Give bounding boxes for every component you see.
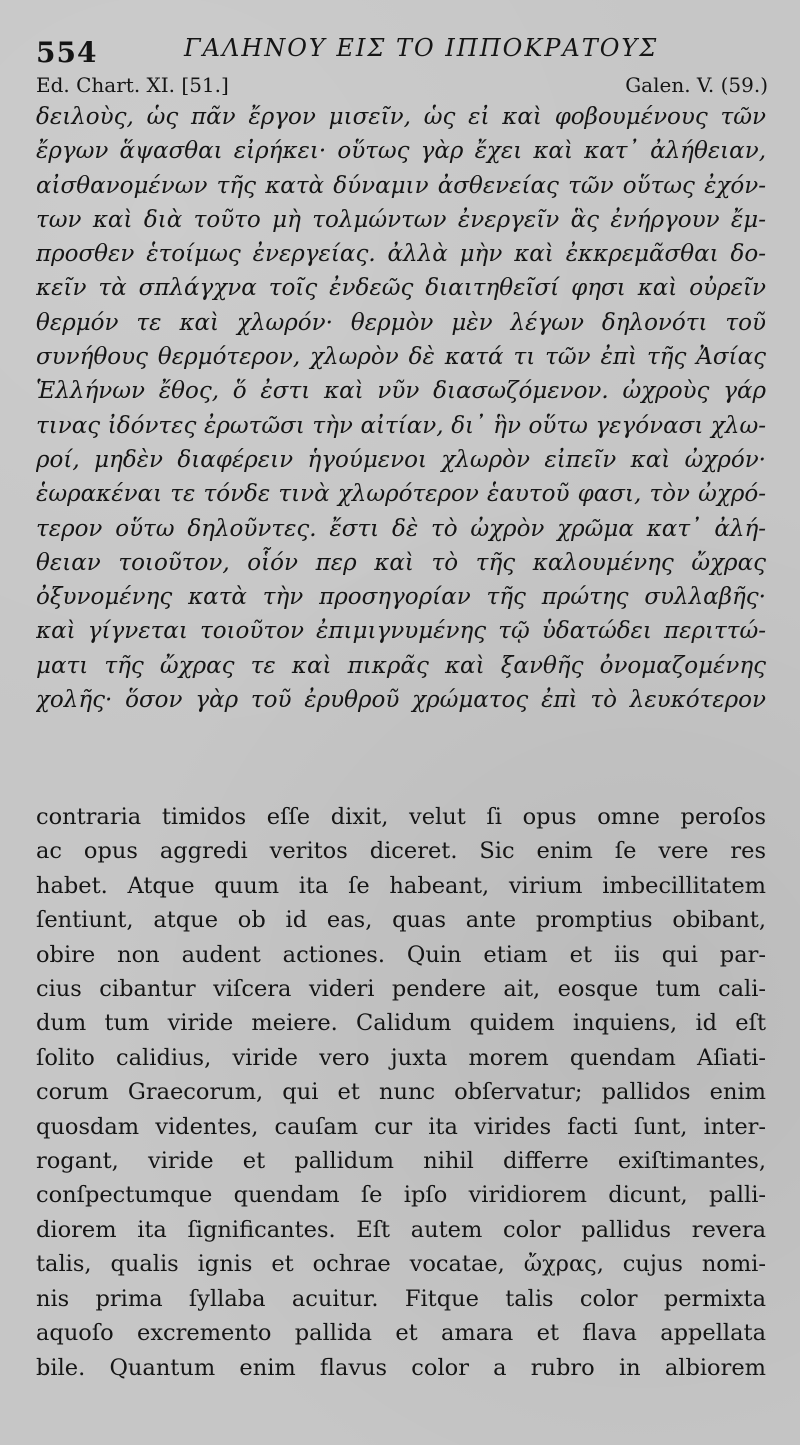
- latin-text-line: corum Graecorum, qui et nunc obſervatur; pallidos enim: [36, 1079, 766, 1106]
- page-header: [36, 28, 776, 68]
- latin-text-line: nis prima ſyllaba acuitur. Fitque talis color permixta: [36, 1285, 766, 1312]
- edition-reference: Ed. Chart. XI. [51.]: [36, 73, 229, 97]
- latin-text-line: rogant, viride et pallidum nihil differre exiſtimantes,: [36, 1148, 766, 1175]
- latin-text-block: [36, 800, 766, 1385]
- greek-text-line: ματι τῆς ὤχρας τε καὶ πικρᾶς καὶ ξανθῆς ὀνομαζομένης: [36, 652, 766, 679]
- latin-text-line: habet. Atque quum ita ſe habeant, virium imbecillitatem: [36, 872, 766, 899]
- greek-text-line: αἰσθανομένων τῆς κατὰ δύναμιν ἀσθενείας τῶν οὕτως ἐχόν-: [36, 172, 766, 199]
- greek-text-line: κεῖν τὰ σπλάγχνα τοῖς ἐνδεῶς διαιτηθεῖσί φησι καὶ οὐρεῖν: [36, 275, 766, 302]
- latin-text-line: ſentiunt, atque ob id eas, quas ante promptius obibant,: [36, 907, 766, 934]
- galen-reference: Galen. V. (59.): [625, 73, 768, 97]
- edition-references: [36, 73, 768, 101]
- greek-text-line: προσθεν ἑτοίμως ἐνεργείας. ἀλλὰ μὴν καὶ ἐκκρεμᾶσθαι δο-: [36, 241, 766, 268]
- page-number: 554: [36, 36, 98, 69]
- latin-text-line: ſolito calidius, viride vero juxta morem quendam Aſiati-: [36, 1044, 766, 1071]
- greek-text-line: δειλοὺς, ὡς πᾶν ἔργον μισεῖν, ὡς εἰ καὶ φοβουμένους τῶν: [36, 104, 766, 130]
- latin-text-line: ac opus aggredi veritos diceret. Sic enim ſe vere res: [36, 838, 766, 865]
- latin-text-line: quosdam videntes, cauſam cur ita virides facti ſunt, inter-: [36, 1113, 766, 1140]
- greek-text-line: συνήθους θερμότερον, χλωρὸν δὲ κατά τι τῶν ἐπὶ τῆς Ἀσίας: [36, 344, 766, 371]
- greek-text-line: χολῆς· ὅσον γὰρ τοῦ ἐρυθροῦ χρώματος ἐπὶ τὸ λευκότερον: [36, 687, 766, 714]
- greek-text-line: θειαν τοιοῦτον, οἷόν περ καὶ τὸ τῆς καλουμένης ὤχρας: [36, 549, 766, 576]
- greek-text-line: ροί, μηδὲν διαφέρειν ἡγούμενοι χλωρὸν εἰπεῖν καὶ ὠχρόν·: [36, 446, 766, 473]
- greek-text-line: των καὶ διὰ τοῦτο μὴ τολμώντων ἐνεργεῖν ἃς ἐνήργουν ἔμ-: [36, 206, 766, 233]
- latin-text-line: diorem ita ſignificantes. Eſt autem color pallidus revera: [36, 1216, 766, 1243]
- running-title: ΓΑΛΗΝΟΥ ΕΙΣ ΤΟ ΙΠΠΟΚΡΑΤΟΥΣ: [184, 34, 659, 62]
- latin-text-line: cius cibantur viſcera videri pendere ait, eosque tum cali-: [36, 976, 766, 1003]
- greek-text-block: [36, 100, 766, 717]
- greek-text-line: τερον οὕτω δηλοῦντες. ἔστι δὲ τὸ ὠχρὸν χρῶμα κατ᾽ ἀλή-: [36, 515, 766, 542]
- latin-text-line: dum tum viride meiere. Calidum quidem inquiens, id eſt: [36, 1010, 766, 1037]
- greek-text-line: ἔργων ἅψασθαι εἰρήκει· οὕτως γὰρ ἔχει καὶ κατ᾽ ἀλήθειαν,: [36, 138, 766, 165]
- latin-text-line: contraria timidos eſſe dixit, velut ſi opus omne peroſos: [36, 804, 766, 830]
- latin-text-line: conſpectumque quendam ſe ipſo viridiorem dicunt, palli-: [36, 1182, 766, 1209]
- latin-text-line: obire non audent actiones. Quin etiam et iis qui par-: [36, 941, 766, 968]
- latin-text-line: aquoſo excremento pallida et amara et flava appellata: [36, 1320, 766, 1347]
- greek-text-line: τινας ἰδόντες ἐρωτῶσι τὴν αἰτίαν, δι᾽ ἣν οὕτω γεγόνασι χλω-: [36, 412, 766, 439]
- greek-text-line: καὶ γίγνεται τοιοῦτον ἐπιμιγνυμένης τῷ ὑδατώδει περιττώ-: [36, 618, 766, 645]
- greek-text-line: θερμόν τε καὶ χλωρόν· θερμὸν μὲν λέγων δηλονότι τοῦ: [36, 309, 766, 336]
- greek-text-line: ὀξυνομένης κατὰ τὴν προσηγορίαν τῆς πρώτης συλλαβῆς·: [36, 584, 766, 611]
- latin-text-line: bile. Quantum enim flavus color a rubro in albiorem: [36, 1354, 766, 1381]
- greek-text-line: ἑωρακέναι τε τόνδε τινὰ χλωρότερον ἑαυτοῦ φασι, τὸν ὠχρό-: [36, 481, 766, 508]
- greek-text-line: Ἑλλήνων ἔθος, ὅ ἐστι καὶ νῦν διασωζόμενον. ὠχροὺς γάρ: [36, 378, 766, 405]
- latin-text-line: talis, qualis ignis et ochrae vocatae, ὤχρας, cujus nomi-: [36, 1251, 766, 1278]
